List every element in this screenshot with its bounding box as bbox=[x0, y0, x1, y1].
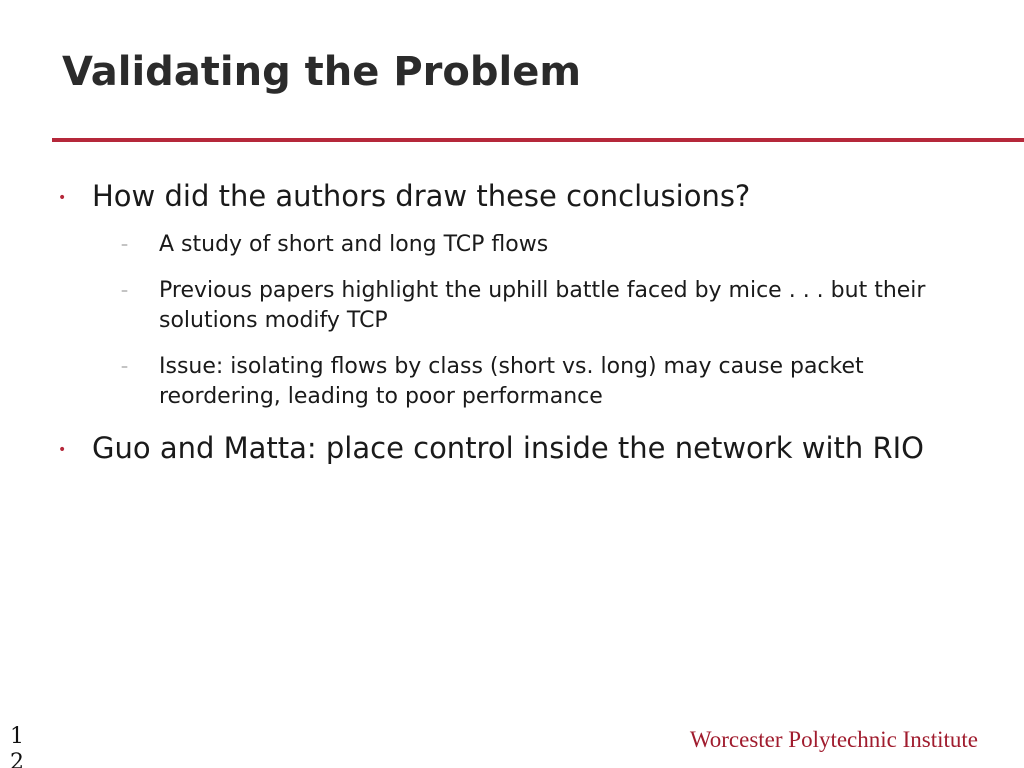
slide-content bbox=[0, 176, 1024, 468]
sub-bullet-text: Issue: isolating flows by class (short vs. long) may cause packet reordering, leading to poor performance bbox=[159, 354, 864, 409]
title-divider bbox=[52, 138, 1024, 142]
bullet-item bbox=[0, 428, 1024, 468]
slide-title: Validating the Problem bbox=[62, 49, 582, 95]
bullet-item bbox=[0, 176, 1024, 216]
bullet-text: Guo and Matta: place control inside the network with RIO bbox=[92, 431, 925, 465]
sub-bullet-list bbox=[0, 230, 1024, 412]
sub-bullet-item bbox=[0, 276, 1024, 336]
bullet-text: How did the authors draw these conclusions? bbox=[92, 179, 751, 213]
sub-bullet-text: Previous papers highlight the uphill battle faced by mice . . . but their solutions modify TCP bbox=[159, 278, 926, 333]
page-number: 12 bbox=[10, 724, 24, 768]
dash-icon: – bbox=[121, 237, 128, 253]
dash-icon: – bbox=[121, 283, 128, 299]
bullet-icon: • bbox=[58, 442, 67, 458]
sub-bullet-item bbox=[0, 352, 1024, 412]
bullet-icon: • bbox=[58, 190, 67, 206]
footer-institution: Worcester Polytechnic Institute bbox=[689, 727, 978, 752]
sub-bullet-text: A study of short and long TCP flows bbox=[159, 232, 549, 257]
sub-bullet-item bbox=[0, 230, 1024, 260]
dash-icon: – bbox=[121, 359, 128, 375]
